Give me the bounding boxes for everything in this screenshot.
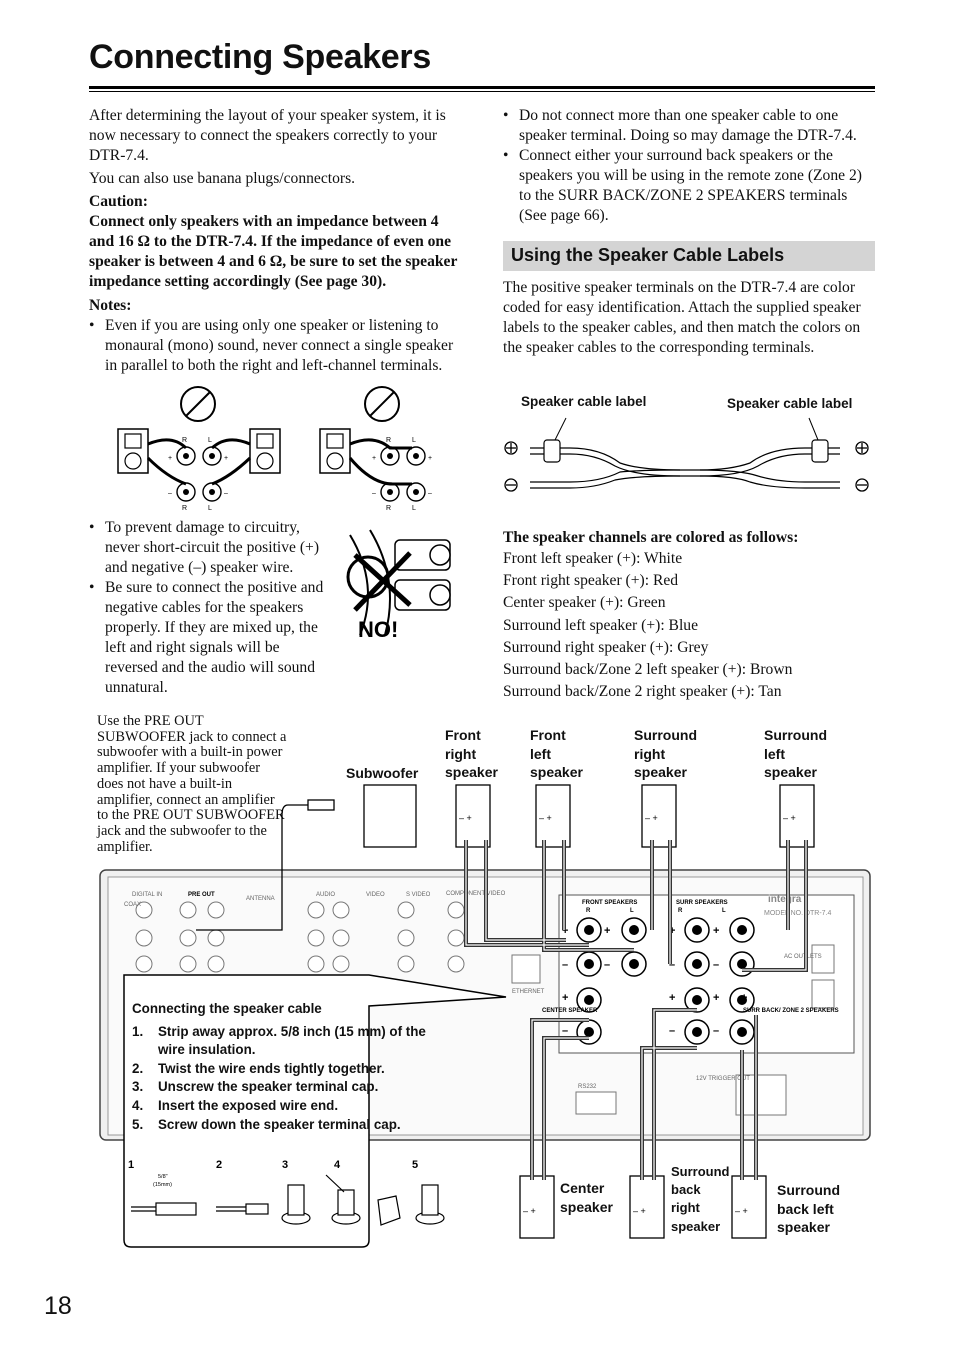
connect-box-title: Connecting the speaker cable	[132, 1001, 322, 1016]
svg-text:–: –	[604, 959, 611, 971]
svg-text:COMPONENT VIDEO: COMPONENT VIDEO	[446, 891, 506, 897]
svg-text:– +: – +	[459, 813, 472, 823]
model-label: MODEL NO. DTR-7.4	[764, 910, 832, 917]
surr-speakers-label: SURR SPEAKERS	[676, 900, 728, 906]
surround-left-label	[764, 726, 827, 782]
step-1	[132, 1023, 452, 1060]
colors-heading: The speaker channels are colored as follows:	[503, 529, 799, 546]
step-2-num: 2.	[132, 1060, 144, 1076]
svg-text:+: +	[224, 455, 229, 462]
svg-text:+: +	[604, 925, 611, 937]
svg-text:–: –	[669, 959, 676, 971]
front-left-label	[530, 726, 583, 782]
step-3-num: 3.	[132, 1079, 144, 1095]
svg-text:L: L	[722, 908, 726, 914]
svg-text:L: L	[208, 437, 212, 444]
svg-text:–: –	[669, 1025, 676, 1037]
sbr-line3: right	[671, 1200, 700, 1216]
subwoofer-label: Subwoofer	[346, 765, 419, 781]
svg-text:+: +	[562, 992, 569, 1004]
svg-text:L: L	[208, 505, 212, 512]
section-heading: Using the Speaker Cable Labels	[511, 245, 785, 265]
surround-left-line2: left	[764, 745, 785, 762]
svg-text:L: L	[412, 505, 416, 512]
svg-text:R: R	[182, 505, 188, 512]
svg-text:–: –	[372, 490, 376, 497]
svg-text:– +: – +	[735, 1206, 748, 1216]
svg-text:S VIDEO: S VIDEO	[406, 892, 431, 898]
svg-text:– +: – +	[539, 813, 552, 823]
page-title: Connecting Speakers	[89, 38, 431, 76]
svg-text:+: +	[562, 925, 569, 937]
surround-back-right-label	[671, 1163, 730, 1236]
svg-text:ANTENNA: ANTENNA	[246, 896, 275, 902]
svg-text:+: +	[168, 455, 173, 462]
svg-text:R: R	[386, 505, 392, 512]
ac-outlets-label: AC OUTLETS	[784, 954, 822, 960]
step-3	[132, 1078, 452, 1097]
svg-text:–: –	[428, 490, 432, 497]
svg-text:DIGITAL IN: DIGITAL IN	[132, 892, 163, 898]
note-polarity: • Be sure to connect the positive and negative cables for the speakers properly. If they are mixed up, the left and right signals will be reversed and the audio will sound unnatural.	[89, 578, 335, 698]
svg-text:– +: – +	[783, 813, 796, 823]
color-front-left: Front left speaker (+): White	[503, 550, 683, 567]
step-5	[132, 1116, 452, 1135]
caution-text: Connect only speakers with an impedance between 4 and 16 Ω to the DTR-7.4. If the impedance of even one speaker is between 4 and 6 Ω, be sure to set the speaker impedance setting accordingly (See page 30).	[89, 213, 458, 290]
front-left-line2: left	[530, 745, 551, 762]
svg-text:+: +	[713, 925, 720, 937]
svg-text:–: –	[224, 490, 228, 497]
front-right-line1: Front	[445, 727, 481, 743]
bullet-one-cable: • Do not connect more than one speaker cable to one speaker terminal. Doing so may damage the DTR-7.4.	[503, 106, 875, 146]
surround-right-line1: Surround	[634, 727, 697, 743]
strip-mm: (15mm)	[153, 1182, 172, 1188]
step-4-text: Insert the exposed wire end.	[158, 1097, 339, 1113]
surround-left-line3: speaker	[764, 764, 817, 780]
svg-text:R: R	[678, 908, 683, 914]
center-line2: speaker	[560, 1198, 613, 1215]
trigger-label: 12V TRIGGER OUT	[696, 1076, 750, 1082]
step-1-text: Strip away approx. 5/8 inch (15 mm) of the wire insulation.	[158, 1023, 426, 1058]
connecting-steps	[132, 1000, 452, 1134]
sbl-line3: speaker	[777, 1219, 830, 1235]
sbl-line1: Surround	[777, 1182, 840, 1198]
color-center: Center speaker (+): Green	[503, 594, 666, 612]
sbl-line2: back left	[777, 1200, 834, 1217]
svg-text:R: R	[182, 437, 188, 444]
svg-text:–: –	[713, 959, 720, 971]
cable-label-left: Speaker cable label	[521, 394, 647, 409]
subwoofer-note: Use the PRE OUT SUBWOOFER jack to connect a subwoofer with a built-in power amplifier. If your subwoofer does not have a built-in amplifier, connect an amplifier to the PRE OUT SUBWOOFER jack and the subwoofer to the amplifier.	[97, 713, 287, 855]
color-surround-left: Surround left speaker (+): Blue	[503, 616, 698, 634]
note-parallel: • Even if you are using only one speaker or listening to monaural (mono) sound, never connect a single speaker in parallel to both the right and left-channel terminals.	[89, 316, 464, 376]
svg-text:+: +	[713, 992, 720, 1004]
fig-1: 1	[128, 1159, 135, 1171]
right-bullets	[503, 106, 875, 226]
svg-text:AUDIO: AUDIO	[316, 892, 336, 898]
color-surround-right: Surround right speaker (+): Grey	[503, 638, 709, 656]
svg-text:L: L	[412, 437, 416, 444]
front-right-label	[445, 726, 498, 782]
svg-text:+: +	[669, 925, 676, 937]
step-5-num: 5.	[132, 1116, 144, 1132]
note-short-circuit: • To prevent damage to circuitry, never short-circuit the positive (+) and negative (–) speaker wire.	[89, 518, 335, 578]
svg-text:–: –	[562, 1025, 569, 1037]
title-rule	[89, 86, 875, 89]
bullet-surround-back: • Connect either your surround back speakers or the speakers you will be using in the remote zone (Zone 2) to the SURR BACK/ZONE 2 SPEAKERS terminals (See page 66).	[503, 146, 875, 226]
parallel-wiring-diagram	[112, 382, 442, 517]
step-1-num: 1.	[132, 1023, 144, 1039]
svg-text:+: +	[741, 992, 748, 1004]
step-4	[132, 1097, 452, 1116]
surround-right-label	[634, 726, 697, 782]
svg-text:L: L	[630, 908, 634, 914]
front-left-line1: Front	[530, 727, 566, 743]
cable-label-right: Speaker cable label	[727, 396, 853, 411]
center-line1: Center	[560, 1180, 605, 1196]
section-header	[503, 241, 875, 271]
banana-paragraph: You can also use banana plugs/connectors.	[89, 170, 356, 187]
sbr-line1: Surround	[671, 1164, 730, 1179]
caution-heading: Caution:	[89, 193, 148, 210]
svg-text:–: –	[168, 490, 172, 497]
step-2-text: Twist the wire ends tightly together.	[158, 1060, 385, 1076]
no-label: NO!	[358, 617, 399, 642]
svg-text:– +: – +	[645, 813, 658, 823]
svg-text:+: +	[741, 925, 748, 937]
page-number: 18	[44, 1292, 72, 1320]
svg-text:– +: – +	[633, 1206, 646, 1216]
color-surround-back-right: Surround back/Zone 2 right speaker (+): Tan	[503, 683, 782, 701]
title-rule-thin	[89, 91, 875, 92]
sbr-line2: back	[671, 1182, 701, 1198]
labels-paragraph: The positive speaker terminals on the DTR-7.4 are color coded for easy identification. Attach the supplied speaker labels to the speaker cables, and then match the colors on the speaker cables to the corresponding terminals.	[503, 279, 861, 356]
labels-paragraph-block	[503, 278, 875, 358]
fig-2: 2	[216, 1159, 223, 1171]
fig-3: 3	[282, 1159, 289, 1171]
svg-text:+: +	[372, 455, 377, 462]
front-speakers-label: FRONT SPEAKERS	[582, 900, 638, 906]
strip-length: 5/8"	[158, 1174, 168, 1180]
step-2	[132, 1060, 452, 1079]
svg-text:R: R	[586, 908, 591, 914]
surround-right-line3: speaker	[634, 764, 687, 780]
surr-back-label: SURR BACK/ ZONE 2 SPEAKERS	[743, 1008, 839, 1014]
svg-text:+: +	[669, 992, 676, 1004]
step-3-text: Unscrew the speaker terminal cap.	[158, 1079, 379, 1095]
color-front-right: Front right speaker (+): Red	[503, 572, 679, 590]
sbr-line4: speaker	[671, 1218, 721, 1234]
fig-5: 5	[412, 1159, 419, 1171]
svg-text:– +: – +	[523, 1206, 536, 1216]
svg-text:+: +	[428, 455, 433, 462]
ethernet-label: ETHERNET	[512, 989, 545, 995]
no-short-circuit-illustration	[340, 525, 465, 645]
surround-right-line2: right	[634, 745, 666, 762]
notes-heading: Notes:	[89, 297, 132, 314]
short-circuit-notes	[89, 518, 335, 698]
intro-column	[89, 106, 464, 376]
front-left-line3: speaker	[530, 764, 583, 780]
surround-back-left-label	[777, 1181, 840, 1237]
svg-text:COAX: COAX	[124, 902, 142, 908]
surround-left-line1: Surround	[764, 727, 827, 743]
svg-text:–: –	[562, 959, 569, 971]
center-speaker-label: CENTER SPEAKER	[542, 1008, 598, 1014]
svg-text:–: –	[741, 959, 748, 971]
step-4-num: 4.	[132, 1097, 144, 1113]
center-label	[560, 1179, 613, 1216]
svg-text:VIDEO: VIDEO	[366, 892, 385, 898]
colors-list	[503, 528, 875, 703]
rs232-label: RS232	[578, 1084, 597, 1090]
step-5-text: Screw down the speaker terminal cap.	[158, 1116, 401, 1132]
front-right-line2: right	[445, 745, 477, 762]
svg-text:R: R	[386, 437, 392, 444]
color-surround-back-left: Surround back/Zone 2 left speaker (+): Brown	[503, 661, 793, 679]
brand-logo: integra	[768, 894, 802, 905]
fig-4: 4	[334, 1159, 341, 1171]
front-right-line3: speaker	[445, 764, 498, 780]
pre-out-label: PRE OUT	[188, 892, 215, 898]
svg-text:–: –	[713, 1025, 720, 1037]
intro-paragraph: After determining the layout of your speaker system, it is now necessary to connect the speakers correctly to your DTR-7.4.	[89, 107, 446, 164]
speaker-cable-diagram	[500, 408, 875, 498]
